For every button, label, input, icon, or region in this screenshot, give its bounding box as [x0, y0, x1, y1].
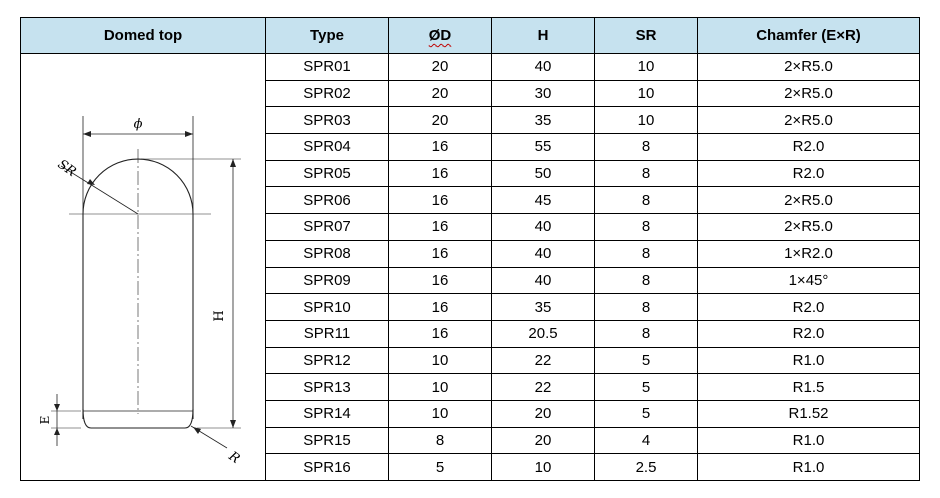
type-cell: SPR11 — [266, 320, 389, 347]
sr-cell: 8 — [595, 187, 698, 214]
height-cell: 45 — [492, 187, 595, 214]
diameter-cell: 16 — [389, 187, 492, 214]
header-type: Type — [266, 18, 389, 54]
chamfer-cell: 2×R5.0 — [698, 54, 920, 81]
sr-cell: 8 — [595, 320, 698, 347]
height-cell: 40 — [492, 240, 595, 267]
sr-cell: 2.5 — [595, 454, 698, 481]
arrow-icon — [54, 404, 60, 411]
sr-cell: 5 — [595, 374, 698, 401]
height-cell: 20.5 — [492, 320, 595, 347]
sr-cell: 8 — [595, 294, 698, 321]
chamfer-cell: R1.52 — [698, 400, 920, 427]
sr-cell: 5 — [595, 400, 698, 427]
type-cell: SPR10 — [266, 294, 389, 321]
diameter-cell: 16 — [389, 160, 492, 187]
height-cell: 20 — [492, 400, 595, 427]
type-cell: SPR08 — [266, 240, 389, 267]
sr-cell: 10 — [595, 54, 698, 81]
height-cell: 50 — [492, 160, 595, 187]
sr-cell: 10 — [595, 80, 698, 107]
diameter-cell: 16 — [389, 320, 492, 347]
chamfer-cell: R1.0 — [698, 347, 920, 374]
diameter-cell: 8 — [389, 427, 492, 454]
diameter-cell: 10 — [389, 347, 492, 374]
height-cell: 35 — [492, 107, 595, 134]
header-domed-top: Domed top — [21, 18, 266, 54]
header-diameter-text: ØD — [428, 27, 452, 44]
arrow-icon — [54, 428, 60, 435]
diameter-cell: 16 — [389, 240, 492, 267]
type-cell: SPR12 — [266, 347, 389, 374]
diameter-cell: 10 — [389, 400, 492, 427]
diameter-cell: 16 — [389, 214, 492, 241]
sr-cell: 8 — [595, 267, 698, 294]
type-cell: SPR03 — [266, 107, 389, 134]
drawing-cell — [21, 54, 266, 481]
header-diameter — [389, 18, 492, 54]
diameter-cell: 5 — [389, 454, 492, 481]
sr-cell: 8 — [595, 134, 698, 161]
table-row — [21, 54, 920, 81]
diameter-cell: 20 — [389, 54, 492, 81]
type-cell: SPR14 — [266, 400, 389, 427]
chamfer-cell: 2×R5.0 — [698, 187, 920, 214]
type-cell: SPR04 — [266, 134, 389, 161]
diameter-cell: 16 — [389, 294, 492, 321]
diameter-cell: 16 — [389, 267, 492, 294]
body-bottom — [83, 409, 193, 428]
arrow-icon — [83, 131, 91, 137]
diameter-cell: 16 — [389, 134, 492, 161]
chamfer-cell: R1.0 — [698, 427, 920, 454]
arrow-icon — [230, 420, 236, 428]
type-cell: SPR15 — [266, 427, 389, 454]
header-height: H — [492, 18, 595, 54]
height-cell: 40 — [492, 214, 595, 241]
diameter-cell: 10 — [389, 374, 492, 401]
sr-cell: 4 — [595, 427, 698, 454]
e-label: E — [38, 415, 52, 425]
header-chamfer: Chamfer (E×R) — [698, 18, 920, 54]
type-cell: SPR16 — [266, 454, 389, 481]
sr-cell: 5 — [595, 347, 698, 374]
header-sr: SR — [595, 18, 698, 54]
header-row — [21, 18, 920, 54]
chamfer-cell: 2×R5.0 — [698, 214, 920, 241]
height-cell: 30 — [492, 80, 595, 107]
diameter-cell: 20 — [389, 80, 492, 107]
type-cell: SPR13 — [266, 374, 389, 401]
diameter-cell: 20 — [389, 107, 492, 134]
sr-cell: 10 — [595, 107, 698, 134]
type-cell: SPR09 — [266, 267, 389, 294]
chamfer-cell: R2.0 — [698, 294, 920, 321]
arrow-icon — [230, 159, 236, 167]
table-body — [21, 54, 920, 481]
sr-cell: 8 — [595, 160, 698, 187]
chamfer-cell: 2×R5.0 — [698, 107, 920, 134]
height-cell: 40 — [492, 267, 595, 294]
chamfer-cell: R1.5 — [698, 374, 920, 401]
sr-cell: 8 — [595, 214, 698, 241]
arrow-icon — [185, 131, 193, 137]
chamfer-cell: R2.0 — [698, 160, 920, 187]
type-cell: SPR07 — [266, 214, 389, 241]
height-cell: 10 — [492, 454, 595, 481]
height-cell: 22 — [492, 374, 595, 401]
r-label: R — [225, 448, 243, 467]
chamfer-cell: R1.0 — [698, 454, 920, 481]
height-cell: 22 — [492, 347, 595, 374]
sr-cell: 8 — [595, 240, 698, 267]
height-cell: 55 — [492, 134, 595, 161]
chamfer-cell: R2.0 — [698, 320, 920, 347]
sr-label: SR — [54, 156, 79, 181]
height-cell: 40 — [492, 54, 595, 81]
height-cell: 35 — [492, 294, 595, 321]
chamfer-cell: 1×45° — [698, 267, 920, 294]
domed-top-drawing — [21, 54, 266, 482]
type-cell: SPR05 — [266, 160, 389, 187]
type-cell: SPR01 — [266, 54, 389, 81]
h-label: H — [212, 310, 227, 322]
chamfer-cell: 2×R5.0 — [698, 80, 920, 107]
height-cell: 20 — [492, 427, 595, 454]
chamfer-cell: R2.0 — [698, 134, 920, 161]
type-cell: SPR06 — [266, 187, 389, 214]
phi-label: ϕ — [133, 117, 143, 132]
spec-table — [20, 17, 920, 481]
type-cell: SPR02 — [266, 80, 389, 107]
chamfer-cell: 1×R2.0 — [698, 240, 920, 267]
